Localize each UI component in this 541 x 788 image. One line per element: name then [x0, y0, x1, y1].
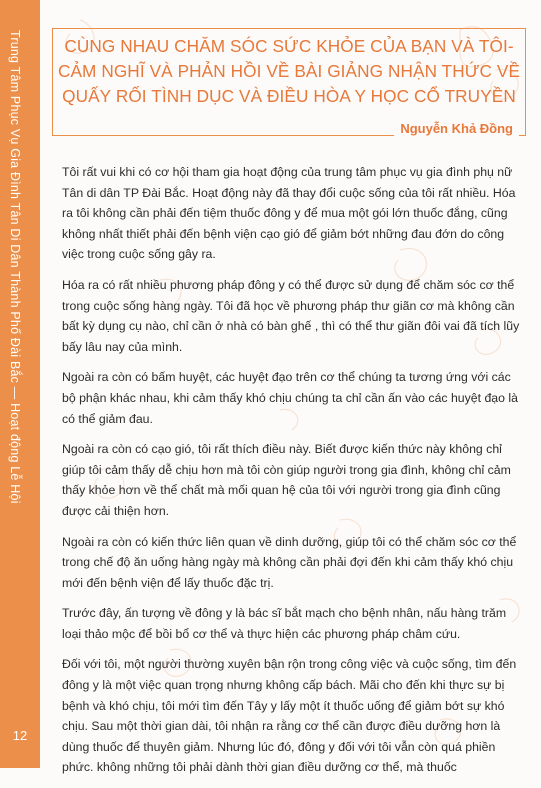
- title-line: CÙNG NHAU CHĂM SÓC SỨC KHỎE CỦA BẠN VÀ TÔI-: [64, 36, 514, 56]
- title-line: CẢM NGHĨ VÀ PHẢN HỒI VỀ BÀI GIẢNG NHẬN THỨC VỀ: [57, 61, 521, 81]
- sidebar-running-header: Trung Tâm Phục Vụ Gia Đình Tân Di Dân Thành Phố Đài Bắc — Hoạt động Lễ Hội: [8, 30, 22, 504]
- paragraph: Trước đây, ấn tượng về đông y là bác sĩ bắt mạch cho bệnh nhân, nấu hàng trăm loại thảo mộc để bồi bổ cơ thể và thực hiện các phương pháp châm cứu.: [62, 606, 507, 641]
- paragraph: Hóa ra có rất nhiều phương pháp đông y có thể được sử dụng để chăm sóc cơ thể trong cuộc sống hàng ngày. Tôi đã học về phương pháp thư giãn cơ mà không cần bất kỳ dụng cụ nào, chỉ cần ở nhà có bàn ghế , thì có thể thư giãn đôi vai đã tích lũy bấy lâu nay của mình.: [62, 277, 520, 354]
- article-body: [62, 162, 526, 788]
- paragraph: Ngoài ra còn có kiến thức liên quan về dinh dưỡng, giúp tôi có thể chăm sóc cơ thể trong chế độ ăn uống hàng ngày mà không cần phải đợi đến khi cảm thấy khó chịu mới đến bệnh viện để lấy thuốc đặc trị.: [62, 534, 517, 590]
- paragraph: Ngoài ra còn có cạo gió, tôi rất thích điều này. Biết được kiến thức này không chỉ giúp tôi cảm thấy dễ chịu hơn mà tôi còn giúp người trong gia đình, không chỉ cảm thấy khỏe hơn về thể chất mà mối quan hệ của tôi với người trong gia đình cũng được cải thiện hơn.: [62, 442, 511, 518]
- sidebar: [0, 0, 40, 768]
- paragraph: Đối với tôi, một người thường xuyên bận rộn trong công việc và cuộc sống, tìm đến đông y là một việc quan trọng nhưng không cấp bách. Mãi cho đến khi thực sự bị bệnh và khó chịu, tôi mới tìm đến Tây y lấy một ít thuốc uống để giảm bớt sự khó chịu. Sau một thời gian dài, tôi nhận ra rằng cơ thể cần được điều dưỡng hơn là dùng thuốc để thuyên giảm. Nhưng lúc đó, đông y đối với tôi vẫn còn quá phiền phức. không những tôi phải dành thời gian điều dưỡng cơ thể, mà thuốc: [62, 657, 517, 775]
- author-name: Nguyễn Khả Đồng: [394, 121, 519, 136]
- paragraph: Tôi rất vui khi có cơ hội tham gia hoạt động của trung tâm phục vụ gia đình phụ nữ Tân di dân TP Đài Bắc. Hoạt động này đã thay đổi cuộc sống của tôi rất nhiều. Hóa ra tôi không cần phải đến tiệm thuốc đông y để mua một gói lớn thuốc đắng, cũng không nhất thiết phải đến bệnh viện cạo gió để giảm bớt những đau đớn do công việc trong cuộc sống gây ra.: [62, 165, 516, 262]
- article-title: [56, 34, 522, 109]
- title-line: QUẤY RỐI TÌNH DỤC VÀ ĐIỀU HÒA Y HỌC CỔ TRUYỀN: [62, 86, 516, 106]
- page-number: 12: [12, 728, 28, 743]
- paragraph: Ngoài ra còn có bấm huyệt, các huyệt đạo trên cơ thể chúng ta tương ứng với các bộ phận khác nhau, khi cảm thấy khó chịu chúng ta chỉ cần ấn vào các huyệt đạo là có thể giảm đau.: [62, 370, 518, 426]
